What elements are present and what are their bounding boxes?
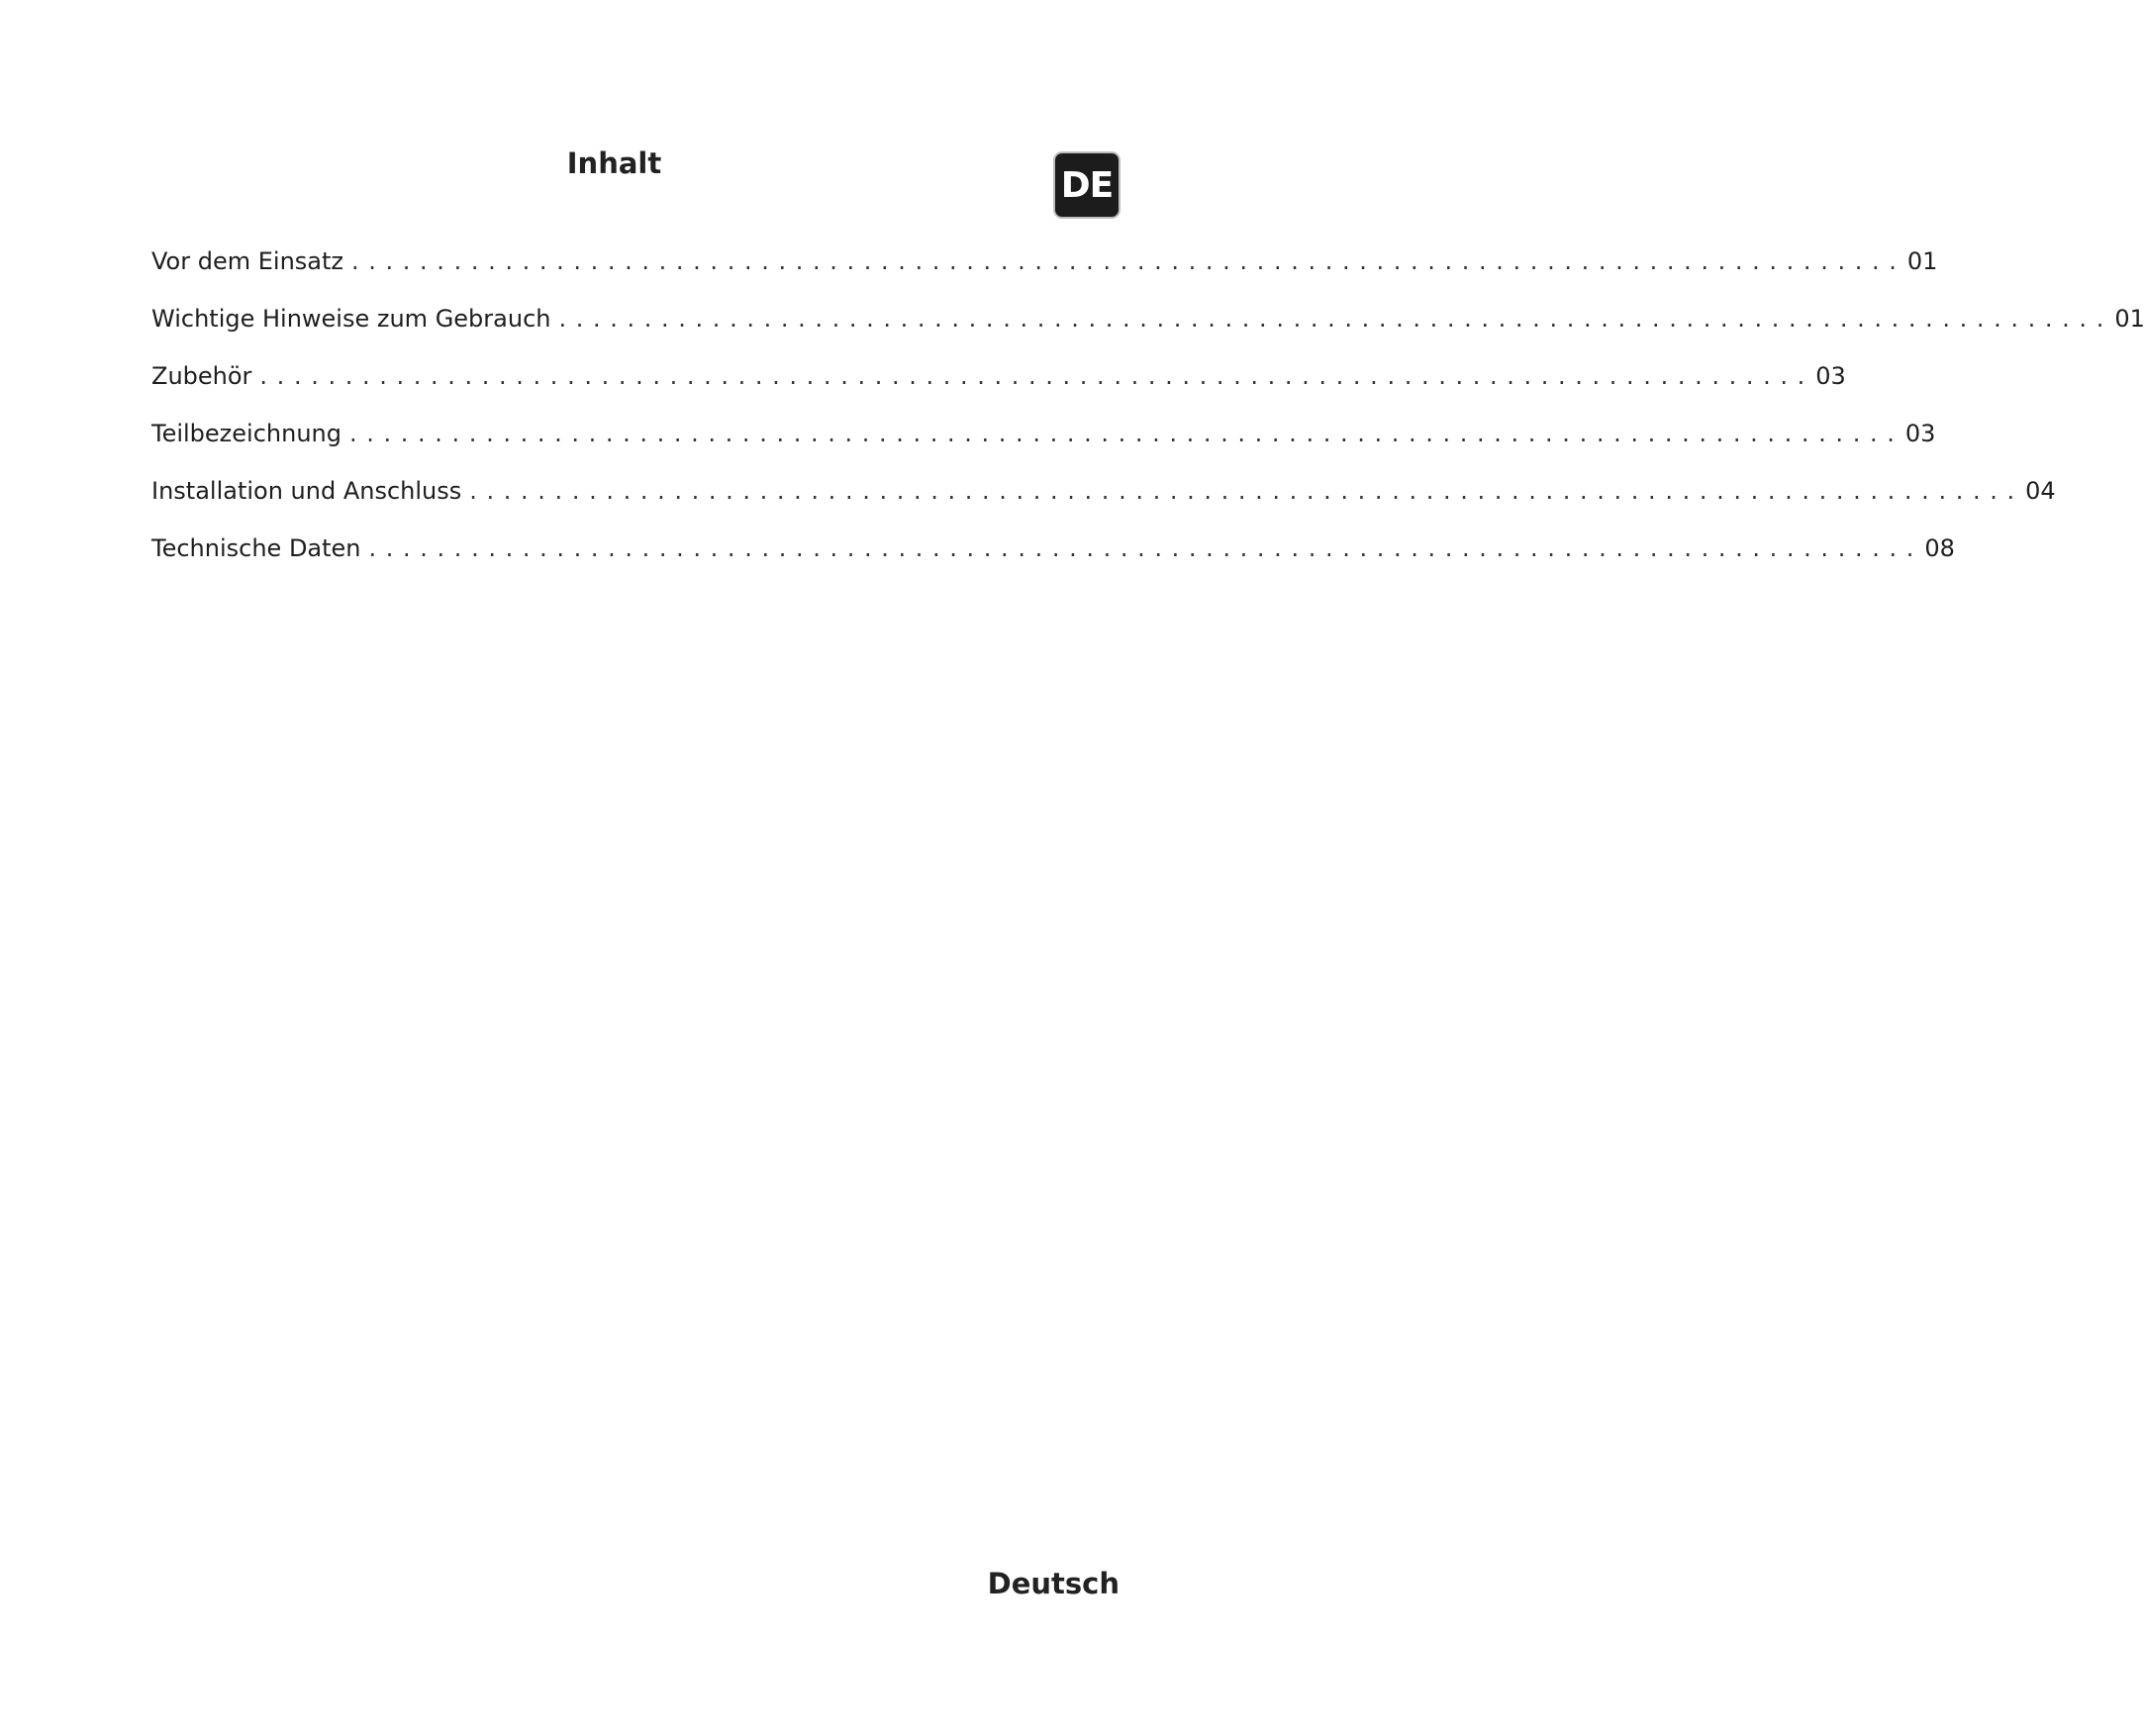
toc-entry-label: Teilbezeichnung <box>151 420 341 447</box>
dot-leader: . . . . . . . . . . . . . . . . . . . . . . . . . . . . . . . . . . . . . . . . . . . . . . . . . . . . . . . . . . . . . . . . . . . . . . . . . . . . . . . . . . . . . . . . . . . <box>259 362 1806 390</box>
toc-entry-page: 03 <box>1904 420 1936 447</box>
footer-language: Deutsch <box>987 1567 1120 1600</box>
toc-entry <box>151 477 2056 534</box>
toc-entry-label: Vor dem Einsatz <box>151 247 344 275</box>
toc-entry-label: Technische Daten <box>151 534 361 562</box>
toc-entry-label: Zubehör <box>151 362 252 390</box>
toc-entry-label: Installation und Anschluss <box>151 477 462 505</box>
toc-entry <box>151 534 1955 592</box>
toc-entry-label: Wichtige Hinweise zum Gebrauch <box>151 305 551 333</box>
dot-leader: . . . . . . . . . . . . . . . . . . . . . . . . . . . . . . . . . . . . . . . . . . . . . . . . . . . . . . . . . . . . . . . . . . . . . . . . . . . . . . . . . . . . . . . . . . . <box>469 477 2016 505</box>
toc-entry <box>151 247 1938 305</box>
dot-leader: . . . . . . . . . . . . . . . . . . . . . . . . . . . . . . . . . . . . . . . . . . . . . . . . . . . . . . . . . . . . . . . . . . . . . . . . . . . . . . . . . . . . . . . . . . . <box>351 247 1898 275</box>
dot-leader: . . . . . . . . . . . . . . . . . . . . . . . . . . . . . . . . . . . . . . . . . . . . . . . . . . . . . . . . . . . . . . . . . . . . . . . . . . . . . . . . . . . . . . . . . . . <box>349 420 1896 447</box>
toc-entry-page: 08 <box>1924 534 1955 562</box>
dot-leader: . . . . . . . . . . . . . . . . . . . . . . . . . . . . . . . . . . . . . . . . . . . . . . . . . . . . . . . . . . . . . . . . . . . . . . . . . . . . . . . . . . . . . . . . . . . <box>558 305 2105 333</box>
page-title: Inhalt <box>566 146 662 180</box>
toc-entry-page: 03 <box>1815 362 1846 390</box>
toc-entry <box>151 305 2145 362</box>
table-of-contents <box>151 247 2145 592</box>
toc-entry <box>151 420 1936 477</box>
toc-entry-page: 01 <box>1906 247 1938 275</box>
toc-entry-page: 04 <box>2025 477 2056 505</box>
language-badge: DE <box>1055 153 1119 217</box>
toc-entry <box>151 362 1846 420</box>
dot-leader: . . . . . . . . . . . . . . . . . . . . . . . . . . . . . . . . . . . . . . . . . . . . . . . . . . . . . . . . . . . . . . . . . . . . . . . . . . . . . . . . . . . . . . . . . . . <box>368 534 1915 562</box>
toc-entry-page: 01 <box>2114 305 2145 333</box>
